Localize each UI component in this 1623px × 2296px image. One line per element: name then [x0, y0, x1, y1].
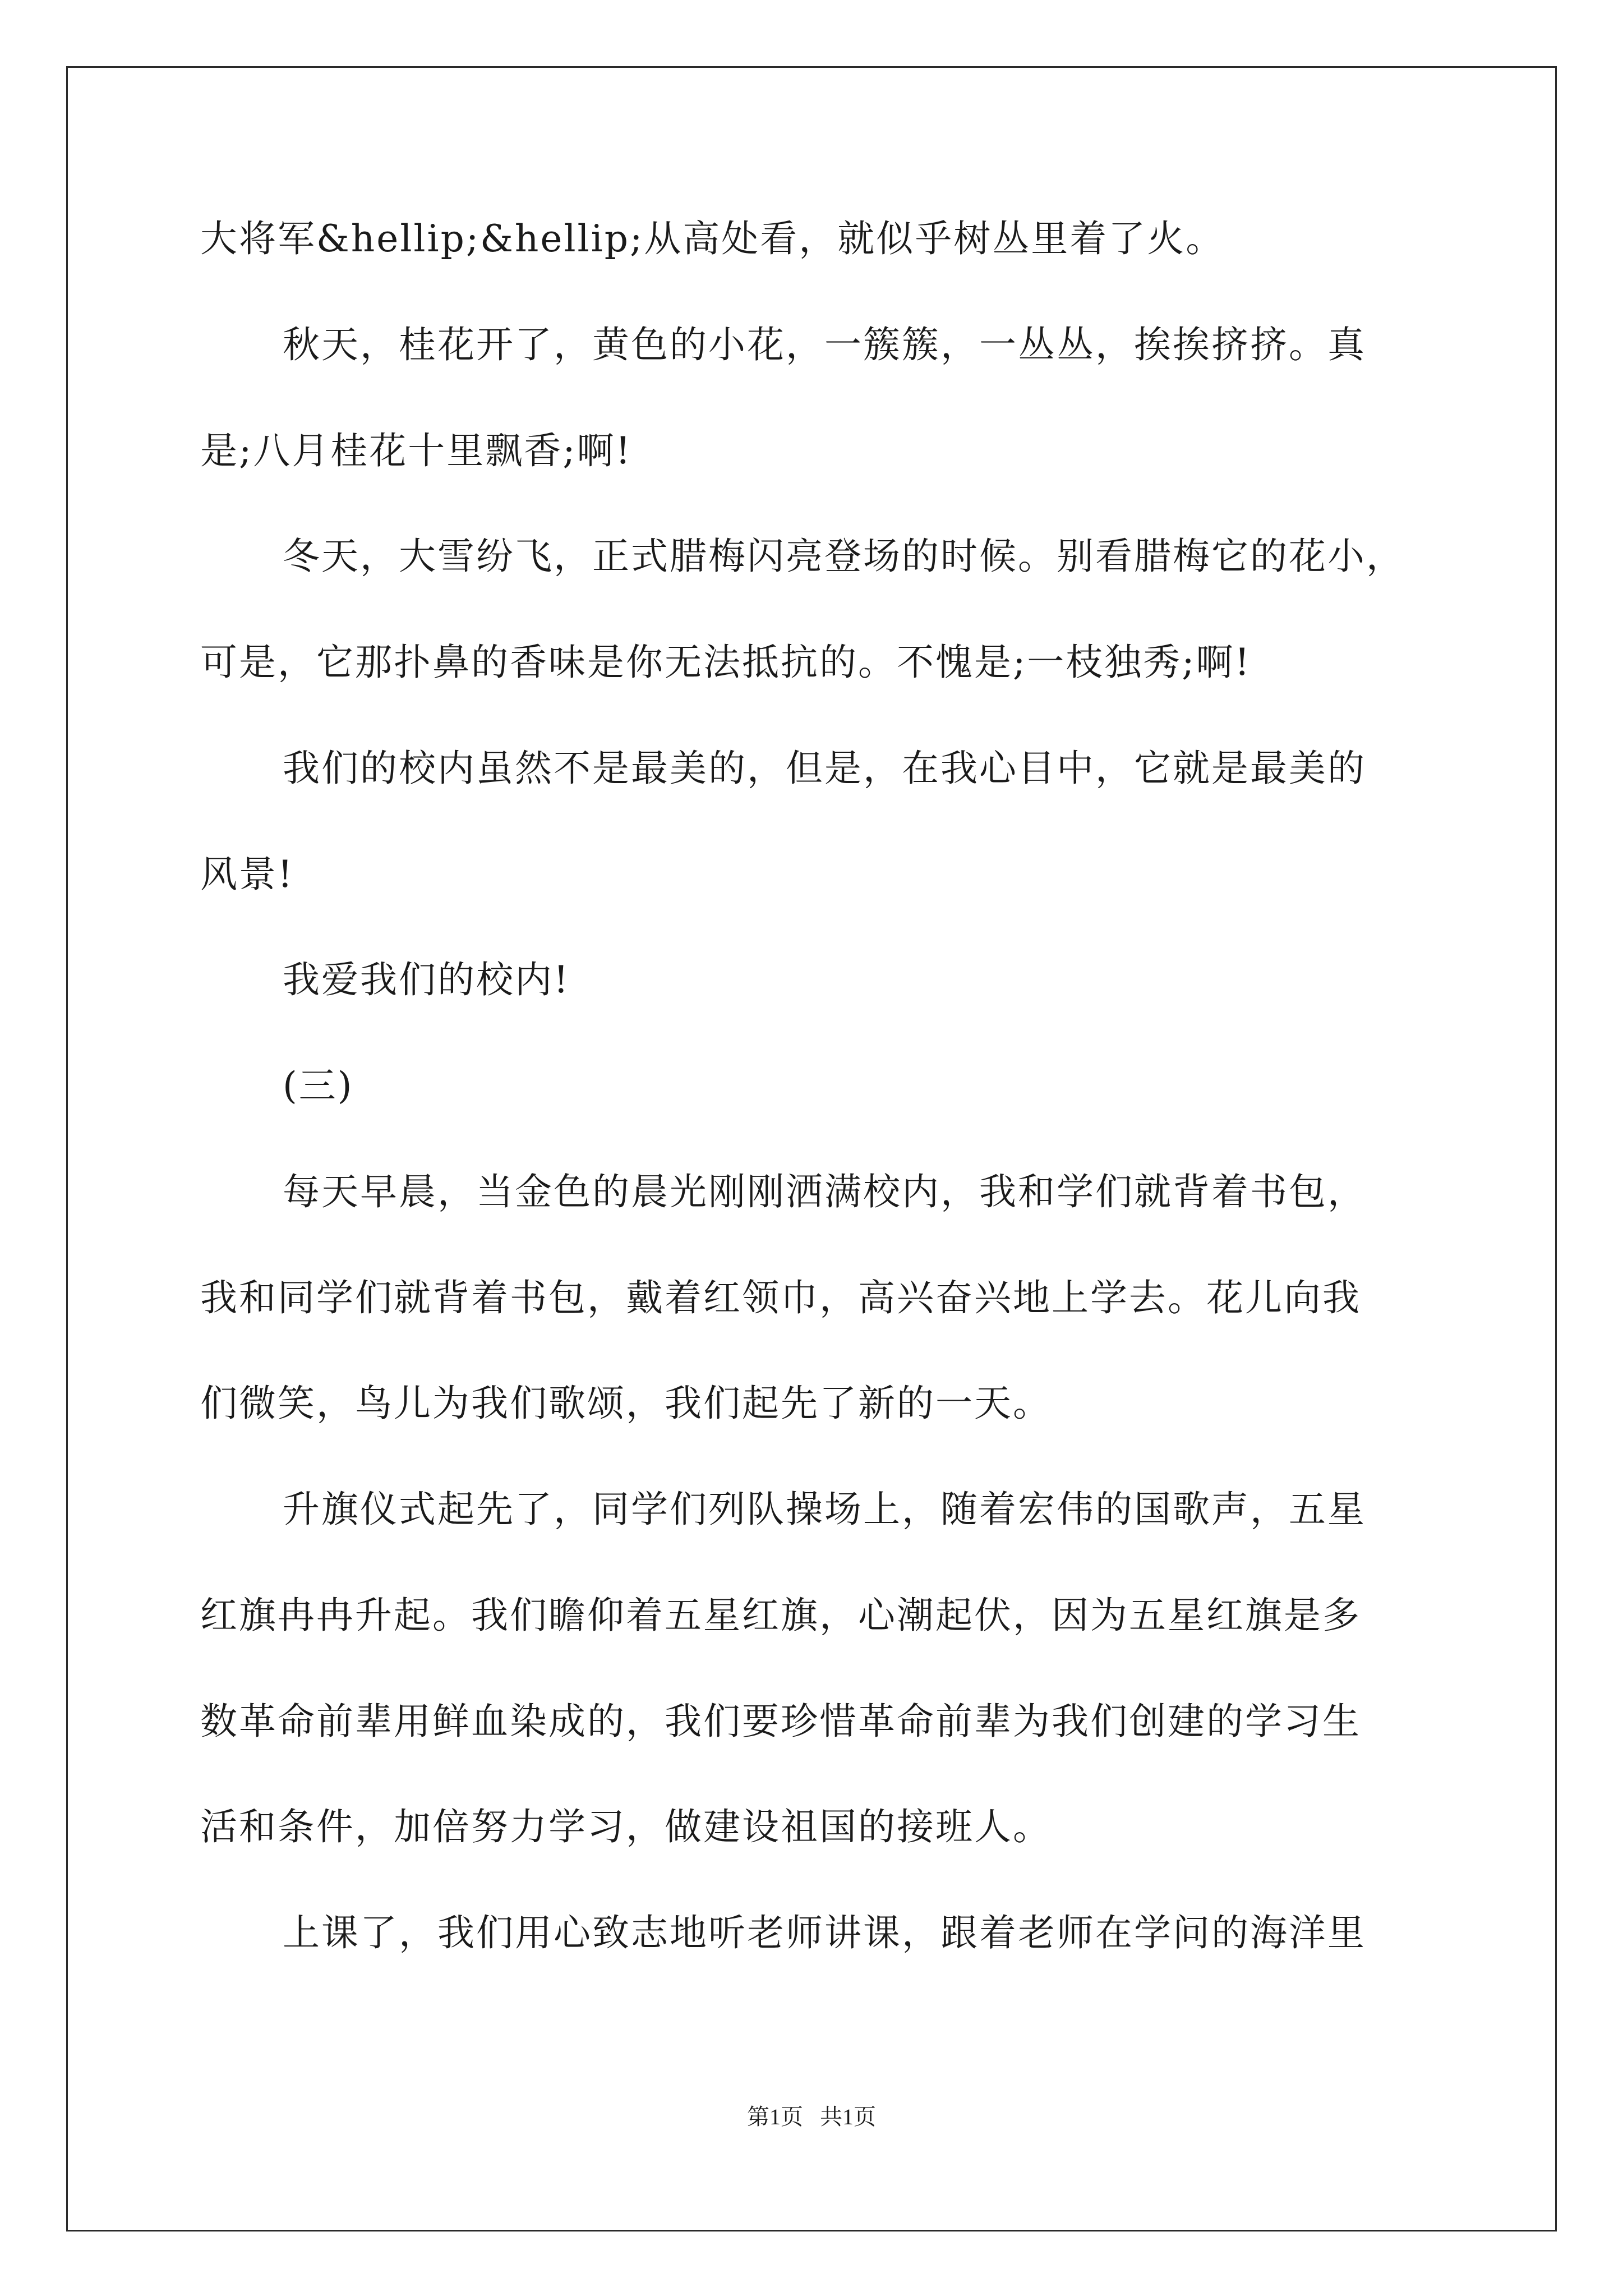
text-line: 数革命前辈用鲜血染成的，我们要珍惜革命前辈为我们创建的学习生	[200, 1700, 1361, 1743]
text-line: 们微笑，鸟儿为我们歌颂，我们起先了新的一天。	[200, 1382, 1052, 1425]
text-line: 红旗冉冉升起。我们瞻仰着五星红旗，心潮起伏，因为五星红旗是多	[200, 1594, 1361, 1637]
paragraph-school: 我们的校内虽然不是最美的，但是，在我心目中，它就是最美的	[283, 747, 1366, 790]
paragraph-love: 我爱我们的校内!	[283, 958, 570, 1001]
text-line: 是;八月桂花十里飘香;啊!	[200, 429, 632, 472]
paragraph-winter: 冬天，大雪纷飞，正式腊梅闪亮登场的时候。别看腊梅它的花小，	[283, 535, 1405, 578]
section-heading: (三)	[283, 1064, 354, 1107]
text-line: 活和条件，加倍努力学习，做建设祖国的接班人。	[200, 1805, 1052, 1848]
paragraph-morning: 每天早晨，当金色的晨光刚刚洒满校内，我和学们就背着书包，	[283, 1170, 1366, 1213]
paragraph-autumn: 秋天，桂花开了，黄色的小花，一簇簇，一丛丛，挨挨挤挤。真	[283, 323, 1366, 366]
paragraph-class: 上课了，我们用心致志地听老师讲课，跟着老师在学问的海洋里	[283, 1911, 1366, 1954]
text-line: 大将军&hellip;&hellip;从高处看，就似乎树丛里着了火。	[200, 217, 1225, 260]
page-border	[66, 66, 1557, 2231]
paragraph-flag-ceremony: 升旗仪式起先了，同学们列队操场上，随着宏伟的国歌声，五星	[283, 1488, 1366, 1531]
text-line: 可是，它那扑鼻的香味是你无法抵抗的。不愧是;一枝独秀;啊!	[200, 641, 1251, 684]
text-line: 风景!	[200, 853, 294, 896]
text-line: 我和同学们就背着书包，戴着红领巾，高兴奋兴地上学去。花儿向我	[200, 1276, 1361, 1319]
page-number-footer: 第1页 共1页	[747, 2104, 876, 2129]
